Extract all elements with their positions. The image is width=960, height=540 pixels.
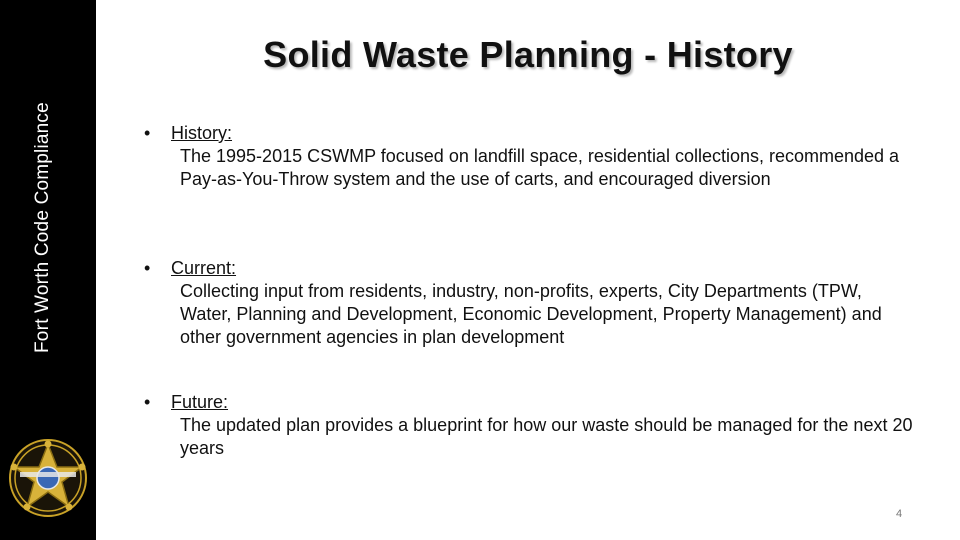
bullet-marker: •	[144, 392, 151, 412]
bullet-history	[144, 122, 914, 191]
bullet-marker: •	[144, 123, 151, 143]
bullet-text: The 1995-2015 CSWMP focused on landfill space, residential collections, recommended a Pay-as-You-Throw system and the use of carts, and encouraged diversion	[180, 146, 900, 189]
bullet-current	[144, 257, 914, 349]
bullet-label: Future:	[171, 392, 229, 412]
bullet-text: Collecting input from residents, industry, non-profits, experts, City Departments (TPW, Water, Planning and Development, Economic Development, Property Management) and other government agencies in plan development	[180, 281, 882, 347]
bullet-label: History:	[171, 123, 233, 143]
sidebar-title: Fort Worth Code Compliance	[32, 102, 53, 353]
bullet-marker: •	[144, 258, 151, 278]
bullet-future	[144, 391, 914, 460]
slide-title: Solid Waste Planning - History	[263, 34, 793, 75]
star-badge-icon	[6, 436, 90, 520]
sidebar	[0, 0, 96, 540]
bullet-text: The updated plan provides a blueprint for how our waste should be managed for the next 20 years	[180, 415, 913, 458]
bullet-label: Current:	[171, 258, 237, 278]
page-number: 4	[896, 508, 903, 520]
